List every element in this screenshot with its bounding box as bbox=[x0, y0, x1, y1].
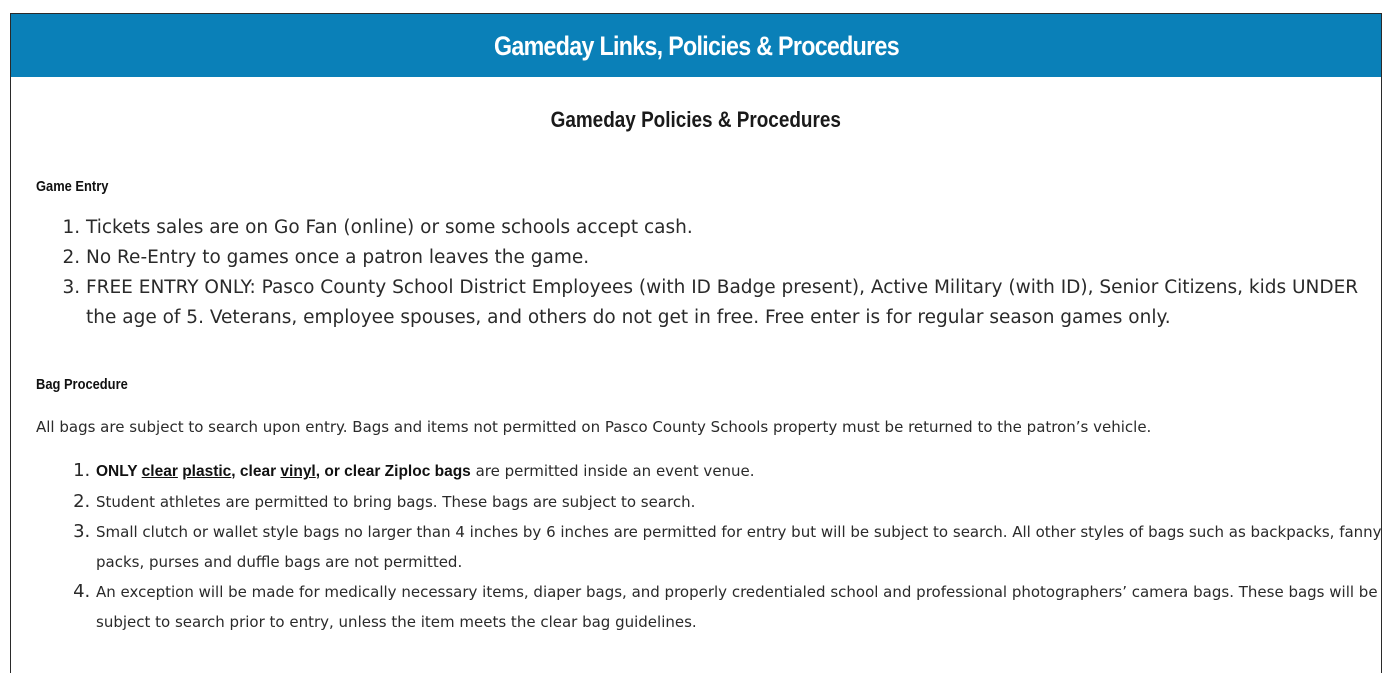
list-item: 4. An exception will be made for medically necessary items, diaper bags, and properly credentialed school and professional photographers’ camera bags. These bags will be subject to search prior to entry, unless the item meets the clear bag guidelines. bbox=[96, 577, 1391, 637]
list-item: 3. FREE ENTRY ONLY: Pasco County School District Employees (with ID Badge present), Active Military (with ID), Senior Citizens, kids UNDER the age of 5. Veterans, employee spouses, and others do not get in free. Free enter is for regular season games only. bbox=[86, 273, 1386, 333]
panel-title: Gameday Links, Policies & Procedures bbox=[493, 31, 899, 61]
bag-procedure-heading: Bag Procedure bbox=[36, 376, 128, 393]
list-item: 2. No Re-Entry to games once a patron leaves the game. bbox=[86, 243, 1386, 273]
plastic-underlined: plastic bbox=[182, 463, 232, 480]
vinyl-underlined: vinyl bbox=[280, 463, 316, 480]
list-item: 2. Student athletes are permitted to bring bags. These bags are subject to search. bbox=[96, 487, 1391, 517]
bag-procedure-list bbox=[36, 456, 1391, 637]
panel-header bbox=[11, 14, 1381, 77]
list-item: 1. Tickets sales are on Go Fan (online) or some schools accept cash. bbox=[86, 213, 1386, 243]
game-entry-heading: Game Entry bbox=[36, 178, 109, 195]
bag-item-emphasis: ONLY clear plastic, clear vinyl, or clear Ziploc bags bbox=[96, 463, 471, 480]
list-item: 1. ONLY clear plastic, clear vinyl, or clear Ziploc bags are permitted inside an event venue. bbox=[96, 456, 1391, 487]
game-entry-list bbox=[36, 213, 1386, 333]
policies-panel bbox=[10, 13, 1382, 673]
list-item: 3. Small clutch or wallet style bags no larger than 4 inches by 6 inches are permitted for entry but will be subject to search. All other styles of bags such as backpacks, fanny packs, purses and duffle bags are not permitted. bbox=[96, 517, 1391, 577]
bag-procedure-intro: All bags are subject to search upon entry. Bags and items not permitted on Pasco County Schools property must be returned to the patron’s vehicle. bbox=[36, 418, 1152, 436]
clear-underlined: clear bbox=[141, 463, 178, 480]
page-subtitle: Gameday Policies & Procedures bbox=[550, 107, 842, 132]
